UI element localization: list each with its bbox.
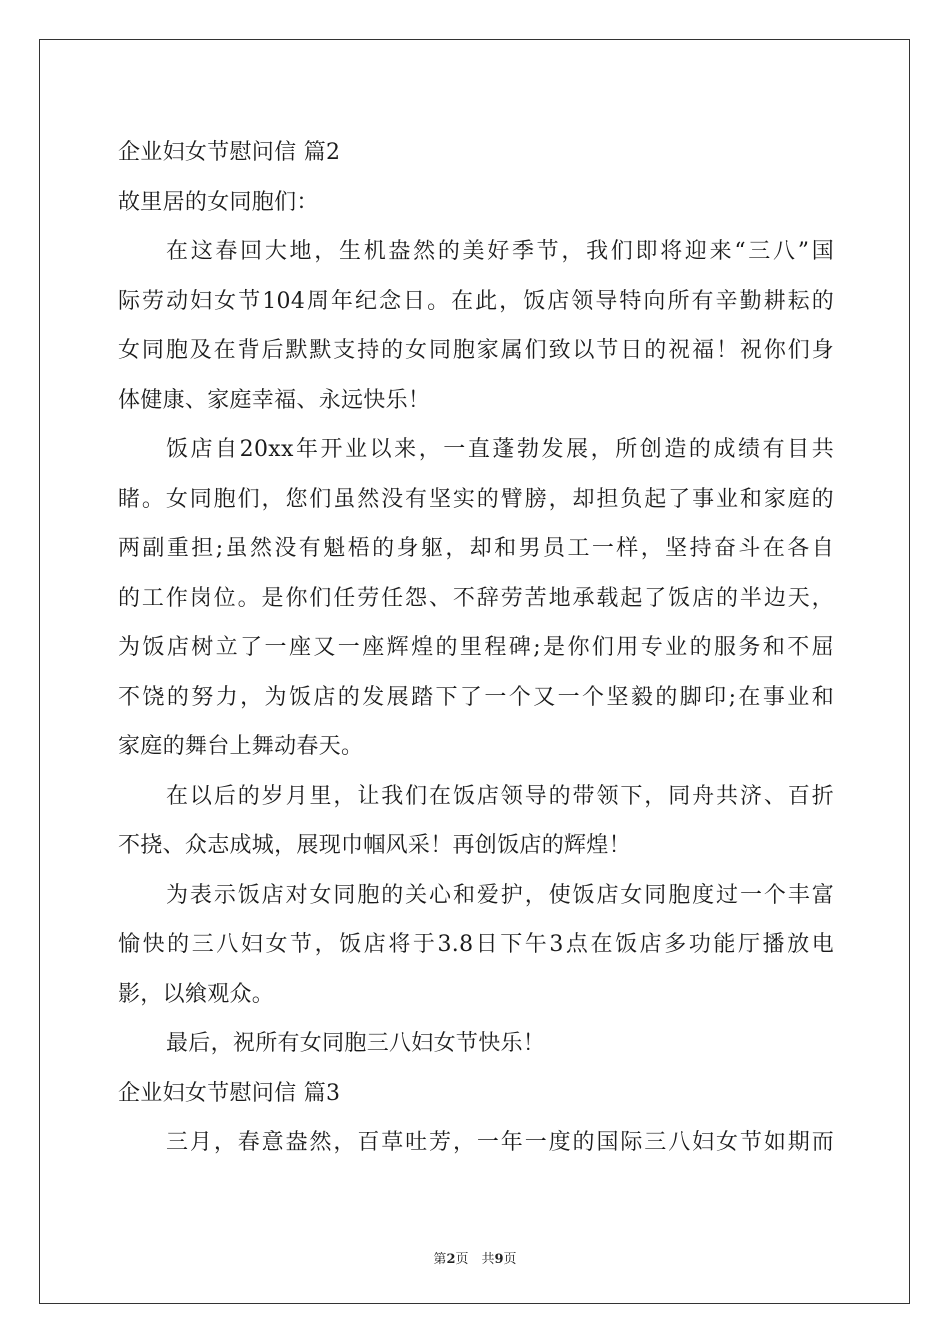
footer-suffix: 页 <box>503 1252 517 1267</box>
section-heading: 企业妇女节慰问信 篇2 <box>118 140 341 165</box>
paragraph-line: 在这春回大地，生机盎然的美好季节，我们即将迎来“三八”国 <box>166 239 834 264</box>
closing-line: 最后，祝所有女同胞三八妇女节快乐！ <box>166 1031 546 1056</box>
total-page-number: 9 <box>494 1252 504 1267</box>
salutation: 故里居的女同胞们： <box>118 189 319 215</box>
footer-middle: 页 共 <box>455 1252 495 1267</box>
paragraph-line: 为表示饭店对女同胞的关心和爱护，使饭店女同胞度过一个丰富 <box>166 882 834 908</box>
paragraph-line: 不挠、众志成城，展现巾帼风采！再创饭店的辉煌！ <box>118 833 631 858</box>
paragraph-line: 在以后的岁月里，让我们在饭店领导的带领下，同舟共济、百折 <box>166 783 834 809</box>
paragraph-line: 家庭的舞台上舞动春天。 <box>118 734 364 759</box>
paragraph-line: 女同胞及在背后默默支持的女同胞家属们致以节日的祝福！祝你们身 <box>118 338 834 363</box>
paragraph-line: 饭店自20xx年开业以来，一直蓬勃发展，所创造的成绩有目共 <box>166 437 834 462</box>
paragraph-line: 两副重担;虽然没有魁梧的身躯，却和男员工一样，坚持奋斗在各自 <box>118 536 834 561</box>
paragraph-line: 影，以飨观众。 <box>118 981 275 1007</box>
section-heading: 企业妇女节慰问信 篇3 <box>118 1080 341 1106</box>
document-body <box>118 128 834 1168</box>
paragraph-line: 不饶的努力，为饭店的发展踏下了一个又一个坚毅的脚印;在事业和 <box>118 684 834 710</box>
footer-prefix: 第 <box>433 1252 447 1267</box>
page-footer <box>0 1248 950 1267</box>
paragraph-line: 的工作岗位。是你们任劳任怨、不辞劳苦地承载起了饭店的半边天， <box>118 585 834 611</box>
paragraph-line: 愉快的三八妇女节，饭店将于3.8日下午3点在饭店多功能厅播放电 <box>118 932 834 957</box>
paragraph-line: 体健康、家庭幸福、永远快乐！ <box>118 387 431 413</box>
paragraph-line: 三月，春意盎然，百草吐芳，一年一度的国际三八妇女节如期而 <box>166 1130 834 1155</box>
paragraph-line: 际劳动妇女节104周年纪念日。在此，饭店领导特向所有辛勤耕耘的 <box>118 288 834 314</box>
current-page-number: 2 <box>446 1252 456 1267</box>
paragraph-line: 睹。女同胞们，您们虽然没有坚实的臂膀，却担负起了事业和家庭的 <box>118 486 834 512</box>
paragraph-line: 为饭店树立了一座又一座辉煌的里程碑;是你们用专业的服务和不屈 <box>118 635 834 660</box>
